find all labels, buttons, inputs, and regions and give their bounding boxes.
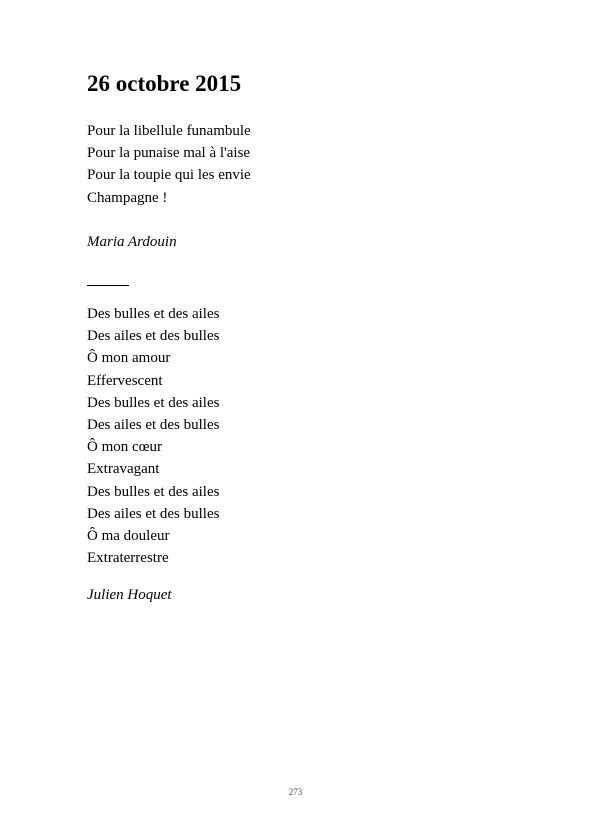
poem-2-stanza — [87, 303, 219, 569]
poem-1-line: Pour la toupie qui les envie — [87, 167, 251, 184]
poem-2-line: Ô mon cœur — [87, 439, 162, 456]
page-number: 273 — [288, 787, 303, 797]
poem-2-line: Effervescent — [87, 372, 163, 389]
poem-2-line: Des bulles et des ailes — [87, 306, 220, 322]
poem-1-line: Pour la libellule funambule — [87, 123, 251, 139]
poem-2-line: Des bulles et des ailes — [87, 394, 220, 411]
poem-2-line: Des ailes et des bulles — [87, 505, 220, 522]
poem-2-line: Des ailes et des bulles — [87, 417, 220, 434]
poem-2-line: Ô mon amour — [87, 350, 171, 367]
poem-2-author: Julien Hoquet — [87, 587, 172, 603]
poem-2-line: Des ailes et des bulles — [87, 328, 220, 345]
separator-line — [87, 285, 129, 286]
poem-2-line: Extravagant — [87, 461, 160, 478]
poem-1-line: Pour la punaise mal à l'aise — [87, 145, 251, 162]
poem-1-author: Maria Ardouin — [87, 234, 177, 250]
poem-2-line: Des bulles et des ailes — [87, 483, 220, 500]
poem-1-stanza — [87, 120, 251, 209]
poem-2-line: Extraterrestre — [87, 550, 169, 567]
poem-1-line: Champagne ! — [87, 189, 168, 206]
poem-2-line: Ô ma douleur — [87, 528, 170, 545]
page-title: 26 octobre 2015 — [87, 71, 242, 96]
